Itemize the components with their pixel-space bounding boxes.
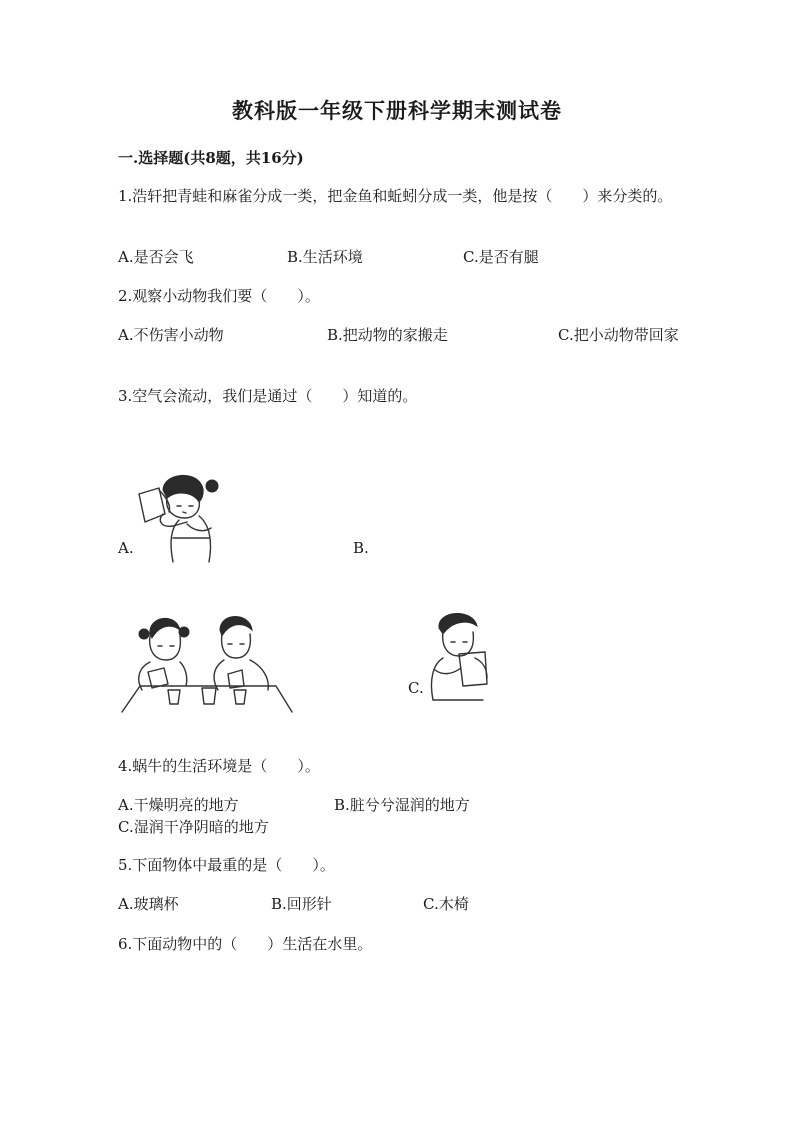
question-2-option-b[interactable]: B.把动物的家搬走 (327, 326, 448, 344)
question-2-stem: 2.观察小动物我们要（ ）。 (118, 287, 320, 305)
question-3-stem: 3.空气会流动，我们是通过（ ）知道的。 (118, 387, 418, 405)
children-pouring-water-illustration (120, 608, 296, 718)
question-4-options (118, 794, 683, 838)
question-3-option-c[interactable]: C. (408, 679, 424, 697)
question-2-option-c[interactable]: C.把小动物带回家 (558, 326, 679, 344)
question-1-option-a[interactable]: A.是否会飞 (118, 248, 194, 266)
question-4-option-a[interactable]: A.干燥明亮的地方 (118, 796, 239, 814)
question-5-option-a[interactable]: A.玻璃杯 (118, 895, 179, 913)
question-5-option-c[interactable]: C.木椅 (423, 895, 469, 913)
question-3-option-a[interactable]: A. (118, 539, 134, 557)
question-4-option-b[interactable]: B.脏兮兮湿润的地方 (334, 796, 470, 814)
question-2-options (118, 324, 683, 346)
question-1-option-c[interactable]: C.是否有腿 (463, 248, 539, 266)
question-1-stem: 1.浩轩把青蛙和麻雀分成一类，把金鱼和蚯蚓分成一类，他是按（ ）来分类的。 (118, 187, 673, 205)
question-6-stem: 6.下面动物中的（ ）生活在水里。 (118, 935, 373, 953)
question-4-stem: 4.蜗牛的生活环境是（ ）。 (118, 757, 320, 775)
question-5-option-b[interactable]: B.回形针 (271, 895, 332, 913)
question-3-option-b[interactable]: B. (353, 539, 369, 557)
boy-smelling-bag-illustration (425, 608, 495, 706)
girl-smelling-bag-illustration (133, 468, 228, 566)
page-title: 教科版一年级下册科学期末测试卷 (232, 98, 562, 123)
question-1-option-b[interactable]: B.生活环境 (287, 248, 363, 266)
question-5-stem: 5.下面物体中最重的是（ ）。 (118, 856, 335, 874)
question-2-option-a[interactable]: A.不伤害小动物 (118, 326, 224, 344)
question-4-option-c[interactable]: C.湿润干净阴暗的地方 (118, 818, 269, 836)
section-heading: 一.选择题(共8题，共16分) (118, 149, 304, 167)
